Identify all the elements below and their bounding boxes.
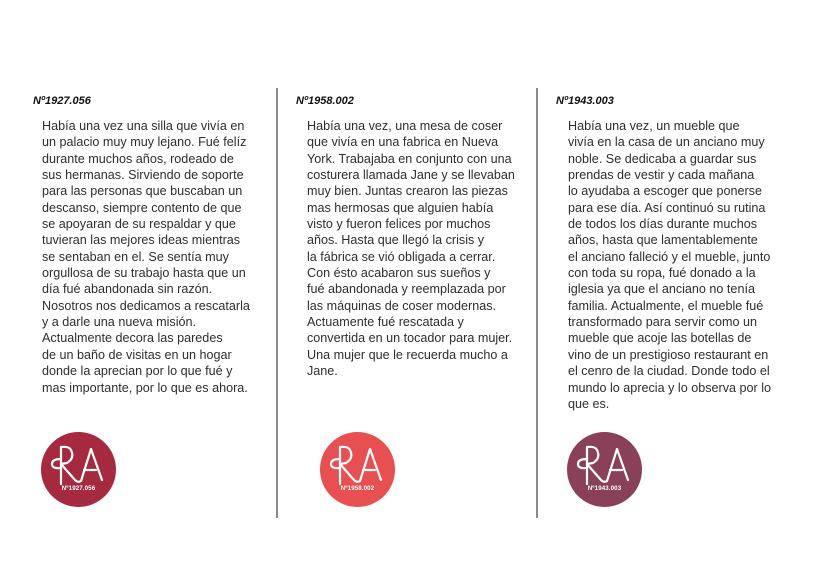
column-divider — [536, 88, 538, 518]
badge-code: Nº1943.003 — [587, 485, 622, 492]
ra-badge — [567, 432, 642, 507]
item-number: Nº1958.002 — [296, 95, 354, 107]
story-column-2 — [279, 0, 537, 580]
ra-monogram-icon — [320, 432, 395, 507]
ra-badge — [320, 432, 395, 507]
badge-code: Nº1958.002 — [340, 485, 375, 492]
item-number: Nº1927.056 — [33, 95, 91, 107]
ra-badge — [41, 432, 116, 507]
ra-monogram-icon — [41, 432, 116, 507]
story-column-1 — [0, 0, 277, 580]
badge-code: Nº1927.056 — [61, 485, 96, 492]
column-divider — [276, 88, 278, 518]
story-text: Había una vez, una mesa de coser que vivía en una fabrica en Nueva York. Trabajaba en conjunto con una costurera llamada Jane y se llevaban muy bien. Juntas crearon las piezas mas hermosas que alguien había visto y fueron felices por muchos años. Hasta que llegó la crisis y la fábrica se vió obligada a cerrar. Con ésto acabaron sus sueños y fué abandonada y reemplazada por las máquinas de coser modernas. Actuamente fué rescatada y convertida en un tocador para mujer. Una mujer que le recuerda mucho a Jane. — [307, 119, 515, 379]
story-text: Había una vez una silla que vivía en un palacio muy muy lejano. Fué felíz durante muchos años, rodeado de sus hermanas. Sirviendo de soporte para las personas que buscaban un descanso, siempre contento de que se apoyaran de su respaldar y que tuvieran las mejores ideas mientras se sentaban en el. Se sentía muy orgullosa de su trabajo hasta que un día fué abandonada sin razón. Nosotros nos dedicamos a rescatarla y a darle una nueva misión. Actualmente decora las paredes de un baño de visitas en un hogar donde la aprecian por lo que fué y mas importante, por lo que es ahora. — [42, 119, 250, 395]
ra-monogram-icon — [567, 432, 642, 507]
story-text: Había una vez, un mueble que vivía en la casa de un anciano muy noble. Se dedicaba a guardar sus prendas de vestir y cada mañana lo ayudaba a escoger que ponerse para ese día. Así continuó su rutina de todos los días durante muchos años, hasta que lamentablemente el anciano falleció y el mueble, junto con toda su ropa, fué donado a la iglesia ya que el anciano no tenía familia. Actualmente, el mueble fué transformado para servir como un mueble que acoje las botellas de vino de un prestigioso restaurant en el cenro de la ciudad. Donde todo el mundo lo aprecia y lo observa por lo que es. — [568, 119, 772, 411]
item-number: Nº1943.003 — [556, 95, 614, 107]
story-column-3 — [539, 0, 820, 580]
